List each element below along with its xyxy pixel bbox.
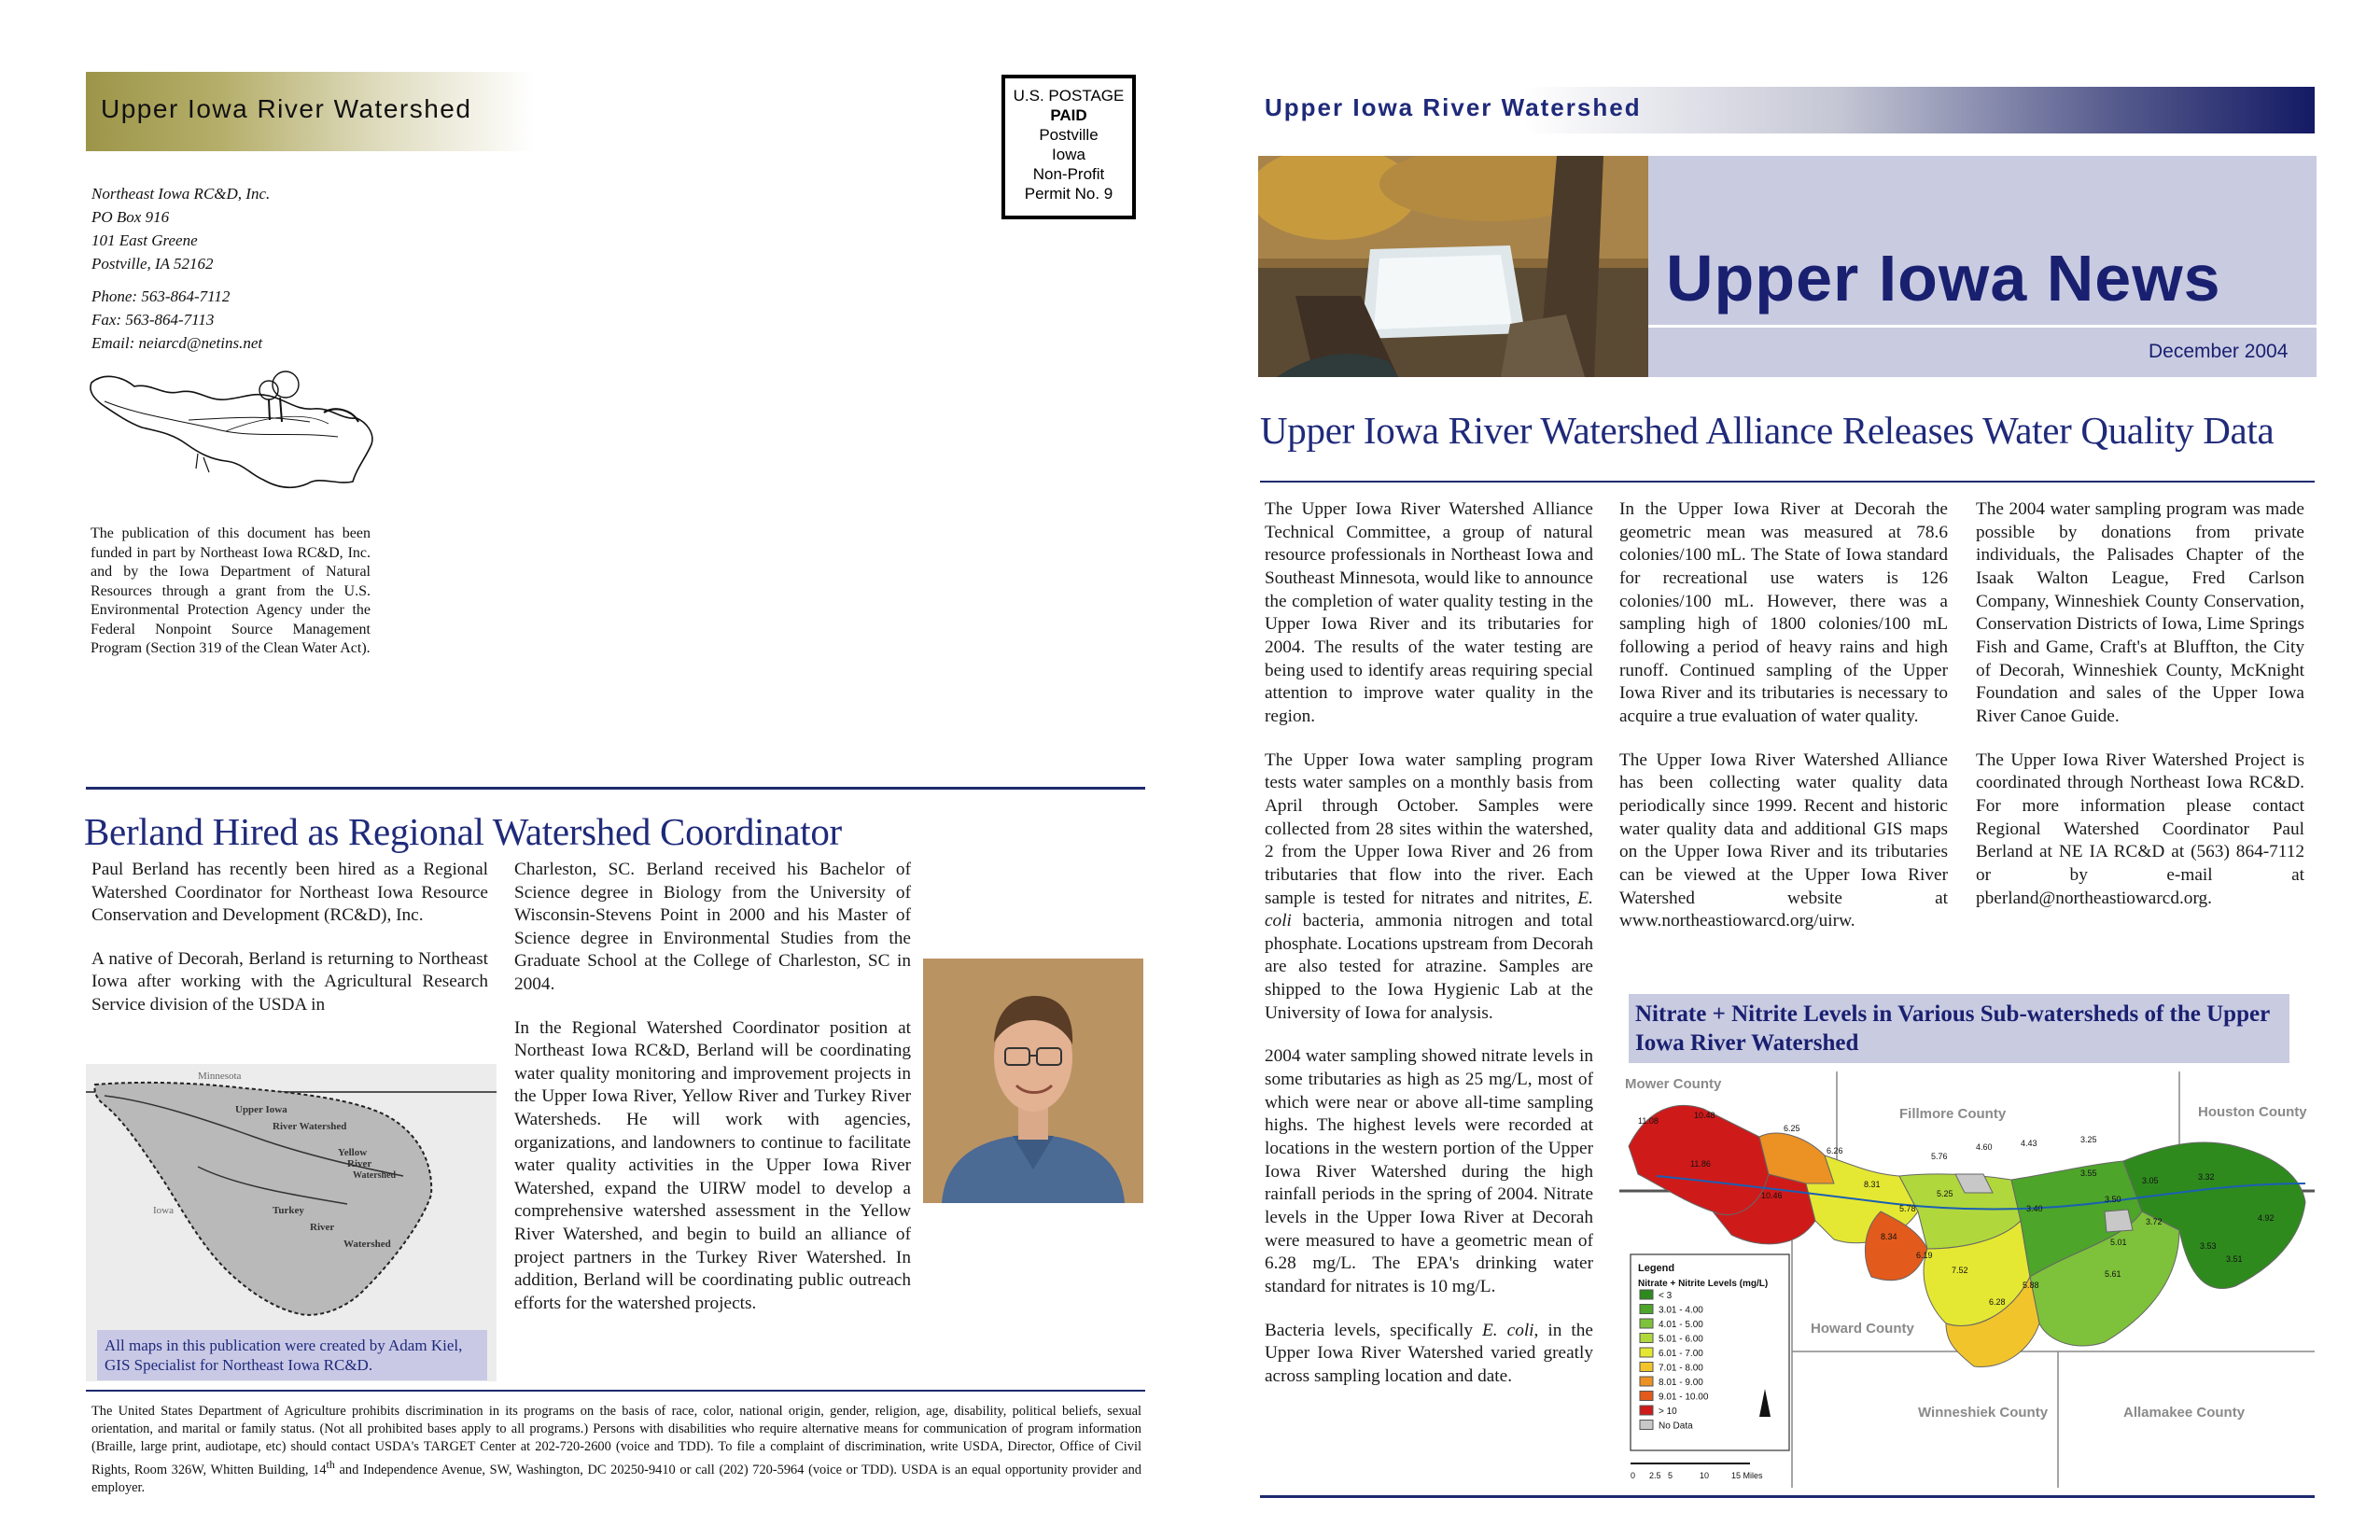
site-value-label: 3.51 <box>2226 1254 2243 1264</box>
newsletter-title: Upper Iowa News <box>1666 242 2221 315</box>
footer-divider <box>86 1390 1145 1392</box>
paragraph-text: Bacteria levels, specifically <box>1265 1320 1482 1340</box>
nitrate-subwatershed-map <box>1619 1071 2315 1488</box>
postage-line: Non-Profit <box>1032 165 1105 183</box>
legend-label: 3.01 - 4.00 <box>1659 1305 1703 1316</box>
berland-column-2 <box>514 859 911 1336</box>
county-label-allamakee: Allamakee County <box>2123 1405 2246 1421</box>
county-label-fillmore: Fillmore County <box>1899 1106 2007 1122</box>
berland-column-1 <box>91 859 488 1038</box>
map-label-minnesota: Minnesota <box>198 1071 242 1082</box>
map-label-yellow: Yellow <box>338 1147 368 1158</box>
site-value-label: 3.32 <box>2198 1172 2215 1182</box>
site-value-label: 6.26 <box>1827 1146 1843 1155</box>
site-value-label: 6.19 <box>1916 1251 1933 1260</box>
funding-note: The publication of this document has been funded in part by Northeast Iowa RC&D, Inc. and by the Iowa Department of Natural Resources through a grant from the U.S. Environmental Protection Agency under the Federal Nonpoint Source Management Program (Section 319 of the Clean Water Act). <box>91 525 371 656</box>
site-value-label: 11.86 <box>1690 1159 1711 1169</box>
site-value-label: 3.40 <box>2026 1204 2043 1213</box>
legend-label: < 3 <box>1659 1291 1673 1301</box>
article-paragraph: The 2004 water sampling program was made possible by donations from private individuals, the Palisades Chapter of the Isaak Walton League, Fred Carlson Company, Winneshiek County Conservation, Conservation Districts of Iowa, Lime Springs Fish and Game, Craft's at Bluffton, the City of Decorah, Winneshiek County, McKnight Foundation and sales of the Upper Iowa River Canoe Guide. <box>1976 499 2304 726</box>
address-po-box: PO Box 916 <box>91 208 170 226</box>
scale-label: 10 <box>1700 1471 1710 1480</box>
map-title: Nitrate + Nitrite Levels in Various Sub-watersheds of the Upper Iowa River Watershed <box>1635 1001 2270 1056</box>
paragraph-text: The Upper Iowa water sampling program tests water samples on a monthly basis from April through October. Samples were collected from 28 sites within the watershed, 2 from the Upper Iowa River and 26 from tributaries that flow into the river. Each sample is tested for nitrates and nitrites, <box>1265 749 1593 908</box>
address-city: Postville, IA 52162 <box>91 255 214 273</box>
site-value-label: 3.53 <box>2200 1241 2217 1251</box>
headline-divider <box>1260 481 2315 483</box>
address-phone: Phone: 563-864-7112 <box>91 287 231 305</box>
map-label-yellow-river: River <box>347 1158 372 1169</box>
site-value-label: 8.31 <box>1864 1180 1881 1189</box>
map-label-upper-iowa: Upper Iowa <box>235 1104 287 1115</box>
usda-nondiscrimination-statement <box>91 1403 1141 1497</box>
address-org: Northeast Iowa RC&D, Inc. <box>91 185 271 203</box>
legend-label: 7.01 - 8.00 <box>1659 1363 1703 1374</box>
address-street: 101 East Greene <box>91 231 198 249</box>
site-value-label: 5.61 <box>2105 1269 2121 1279</box>
return-address <box>91 182 270 355</box>
site-value-label: 4.43 <box>2021 1139 2037 1148</box>
legend-swatch <box>1640 1305 1653 1314</box>
site-value-label: 4.60 <box>1976 1142 1993 1152</box>
site-value-label: 10.46 <box>1761 1191 1783 1200</box>
site-value-label: 10.48 <box>1694 1111 1715 1120</box>
postage-line: Iowa <box>1052 146 1085 163</box>
site-value-label: 5.78 <box>1899 1204 1916 1213</box>
ecoli-term: E. coli <box>1265 888 1593 931</box>
site-value-label: 7.52 <box>1952 1266 1968 1275</box>
site-value-label: 3.50 <box>2105 1195 2121 1204</box>
site-value-label: 5.88 <box>2023 1281 2039 1290</box>
main-headline: Upper Iowa River Watershed Alliance Releases Water Quality Data <box>1260 409 2275 452</box>
usda-text: The United States Department of Agriculture prohibits discrimination in its programs on the basis of race, color, national origin, gender, religion, age, disability, political beliefs, sexual orientation, and marital or family status. (Not all prohibited bases apply to all programs.) Persons with disabilities who require alternative means for communication of program information (Braille, large print, audiotape, etc) should contact USDA's TARGET Center at 202-720-2600 (voice and TDD). To file a complaint of discrimination, write USDA, Director, Office of Civil Rights, Room 326W, Whitten Building, 14 <box>91 1404 1141 1477</box>
county-label-winneshiek: Winneshiek County <box>1918 1405 2049 1421</box>
legend-swatch <box>1640 1363 1653 1372</box>
berland-portrait-photo <box>923 959 1143 1203</box>
watershed-region-map <box>86 1064 497 1325</box>
article-paragraph: 2004 water sampling showed nitrate levels in some tributaries as high as 25 mg/L, most of which were near or above all-time sampling highs. The highest levels were recorded at locations in the western portion of the Upper Iowa River Watershed during the high rainfall periods in the spring of 2004. Nitrate levels in the Upper Iowa River at Decorah were measured to have a geometric mean of 6.28 mg/L. The EPA's drinking water standard for nitrates is 10 mg/L. <box>1265 1046 1593 1296</box>
site-value-label: 5.25 <box>1937 1189 1953 1198</box>
section-divider <box>86 787 1145 790</box>
site-value-label: 5.01 <box>2110 1238 2127 1247</box>
legend-label: 6.01 - 7.00 <box>1659 1349 1703 1359</box>
legend-swatch <box>1640 1334 1653 1343</box>
legend-swatch <box>1640 1406 1653 1415</box>
site-value-label: 11.08 <box>1638 1116 1659 1126</box>
site-value-label: 8.34 <box>1881 1232 1897 1241</box>
county-label-mower: Mower County <box>1625 1076 1722 1092</box>
postage-line: Permit No. 9 <box>1024 185 1113 203</box>
postage-line: U.S. POSTAGE <box>1013 87 1125 105</box>
legend-swatch <box>1640 1421 1653 1430</box>
article-paragraph: Paul Berland has recently been hired as a Regional Watershed Coordinator for Northeast Iowa Resource Conservation and Development (RC&D), Inc. <box>91 860 488 926</box>
page-bottom-divider <box>1260 1495 2315 1498</box>
legend-label: 9.01 - 10.00 <box>1659 1392 1709 1403</box>
paragraph-text: bacteria, ammonia nitrogen and total phosphate. Locations upstream from Decorah are also tested for atrazine. Samples are shipped to the Iowa Hygienic Lab at the University of Iowa for analysis. <box>1265 911 1593 1023</box>
postage-indicia <box>1001 75 1136 219</box>
map-label-iowa: Iowa <box>153 1205 174 1216</box>
scale-label: 5 <box>1668 1471 1673 1480</box>
site-value-label: 3.72 <box>2146 1217 2163 1226</box>
scale-label: 2.5 <box>1649 1471 1661 1480</box>
article-column-2 <box>1619 498 1948 954</box>
article-paragraph: In the Upper Iowa River at Decorah the geometric mean was measured at 78.6 colonies/100 mL. The State of Iowa standard for recreational use waters is 126 colonies/100 mL. However, there was a sampling high of 1800 colonies/100 mL following a period of heavy rains and high runoff. Continued sampling of the Upper Iowa River and its tributaries is necessary to acquire a true evaluation of water quality. <box>1619 499 1948 726</box>
site-value-label: 4.92 <box>2258 1213 2275 1223</box>
legend-label: 5.01 - 6.00 <box>1659 1334 1703 1345</box>
masthead-divider <box>1648 325 2317 328</box>
map-label-river-watershed: River Watershed <box>273 1121 347 1132</box>
postage-line: Postville <box>1039 126 1099 144</box>
article-paragraph: In the Regional Watershed Coordinator position at Northeast Iowa RC&D, Berland will be coordinating water quality monitoring and improvement projects in the Upper Iowa River, Yellow River and Turkey River Watersheds. He will work with agencies, organizations, and landowners to continue to facilitate water quality activities in the Upper Iowa River Watershed, expand the UIRW model to develop a comprehensive watershed assessment in the Yellow River Watershed, and begin to build an alliance of project partners in the Turkey River Watershed. In addition, Berland will be coordinating public outreach efforts for the watershed projects. <box>514 1017 911 1313</box>
usda-text: and Independence Avenue, SW, Washington, DC 20250-9410 or call (202) 720-5964 (voice or TDD). USDA is an equal opportunity provider and employer. <box>91 1462 1141 1495</box>
map-credit-caption: All maps in this publication were created by Adam Kiel, GIS Specialist for Northeast Iowa RC&D. <box>97 1330 487 1380</box>
legend-swatch <box>1640 1290 1653 1299</box>
site-value-label: 3.55 <box>2080 1169 2097 1178</box>
legend-swatch <box>1640 1392 1653 1401</box>
postage-paid: PAID <box>1050 106 1087 124</box>
river-sketch-logo <box>86 364 385 499</box>
map-label-turkey-watershed: Watershed <box>343 1239 391 1250</box>
site-value-label: 6.28 <box>1989 1297 2006 1307</box>
county-label-howard: Howard County <box>1811 1321 1914 1337</box>
map-label-turkey: Turkey <box>273 1205 304 1216</box>
scale-label: 15 Miles <box>1731 1471 1763 1480</box>
site-value-label: 6.25 <box>1784 1124 1800 1133</box>
legend-swatch <box>1640 1348 1653 1357</box>
article-column-1 <box>1265 498 1593 1409</box>
article-paragraph <box>1265 1320 1593 1389</box>
legend-subtitle: Nitrate + Nitrite Levels (mg/L) <box>1638 1279 1769 1289</box>
legend-label: No Data <box>1659 1421 1693 1432</box>
site-value-label: 5.76 <box>1931 1152 1948 1161</box>
legend-label: > 10 <box>1659 1407 1677 1417</box>
address-email: Email: neiarcd@netins.net <box>91 334 263 352</box>
article-paragraph: The Upper Iowa River Watershed Alliance has been collecting water quality data periodically since 1999. Recent and historic water quality data and additional GIS maps on the Upper Iowa River and its tributaries can be viewed at the Upper Iowa River Watershed website at www.northeastiowarcd.org/uirw. <box>1619 749 1948 931</box>
issue-date: December 2004 <box>2149 341 2289 362</box>
scale-label: 0 <box>1631 1471 1636 1480</box>
article-paragraph: Charleston, SC. Berland received his Bachelor of Science degree in Biology from the University of Wisconsin-Stevens Point in 2000 and his Master of Science degree in Environmental Studies from the Graduate School at the College of Charleston, SC in 2004. <box>514 860 911 994</box>
waterfall-photo <box>1258 156 1648 377</box>
map-label-yellow-watershed: Watershed <box>353 1170 397 1181</box>
legend-swatch <box>1640 1319 1653 1328</box>
county-label-houston: Houston County <box>2198 1104 2307 1120</box>
article-paragraph: The Upper Iowa River Watershed Alliance Technical Committee, a group of natural resource professionals in Northeast Iowa and Southeast Minnesota, would like to announce the completion of water quality testing in the Upper Iowa River and its tributaries for 2004. The results of the water testing are being used to identify areas requiring special attention to improve water quality in the region. <box>1265 499 1593 726</box>
article-paragraph: A native of Decorah, Berland is returning to Northeast Iowa after working with the Agricultural Research Service division of the USDA in <box>91 948 488 1015</box>
legend-title: Legend <box>1638 1263 1675 1274</box>
legend-label: 4.01 - 5.00 <box>1659 1320 1703 1330</box>
site-value-label: 3.25 <box>2080 1135 2097 1144</box>
right-banner-title: Upper Iowa River Watershed <box>1265 93 1642 121</box>
usda-ordinal: th <box>326 1458 335 1471</box>
article-paragraph: The Upper Iowa River Watershed Project is coordinated through Northeast Iowa RC&D. For more information please contact Regional Watershed Coordinator Paul Berland at NE IA RC&D at (563) 864-7112 or by e-mail at pberland@northeastiowarcd.org. <box>1976 749 2304 908</box>
legend-swatch <box>1640 1377 1653 1386</box>
legend-label: 8.01 - 9.00 <box>1659 1378 1703 1388</box>
site-value-label: 3.05 <box>2142 1176 2159 1185</box>
berland-headline: Berland Hired as Regional Watershed Coordinator <box>84 810 842 853</box>
article-column-3 <box>1976 498 2304 931</box>
ecoli-term: E. coli <box>1482 1320 1534 1340</box>
left-banner-title: Upper Iowa River Watershed <box>101 94 472 123</box>
map-label-turkey-river: River <box>310 1222 335 1233</box>
paragraph-text: , in the Upper Iowa River Watershed varied greatly across sampling location and date. <box>1265 1320 1593 1386</box>
article-paragraph <box>1265 749 1593 1026</box>
address-fax: Fax: 563-864-7113 <box>91 311 215 329</box>
